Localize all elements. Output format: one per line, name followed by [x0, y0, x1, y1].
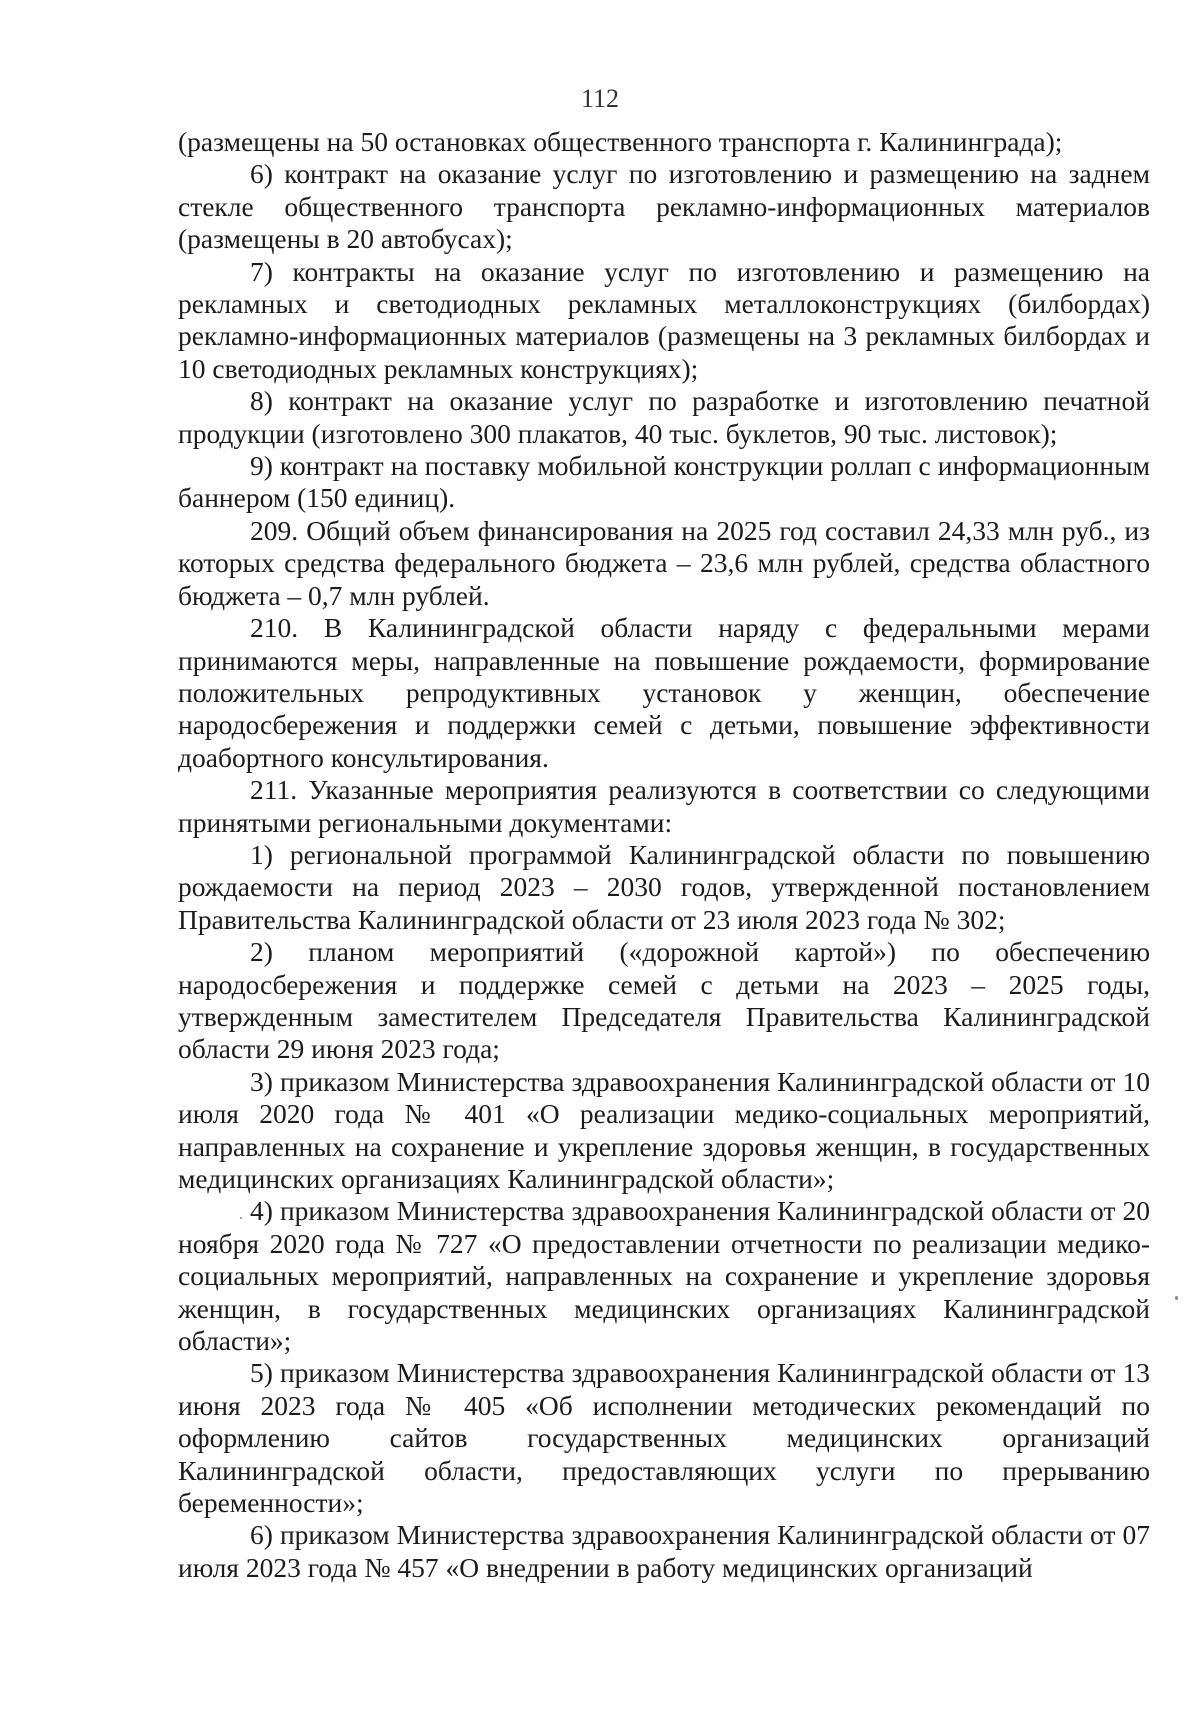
paragraph-continuation: (размещены на 50 остановках общественного транспорта г. Калининграда); — [178, 126, 1063, 157]
scan-speck — [1175, 1296, 1178, 1300]
paragraph-item-7: 7) контракты на оказание услуг по изготовлению и размещению на рекламных и светодиодных рекламных металлоконструкциях (билбордах) рекламно-информационных материалов (размещены на 3 рекламных билбордах и 10 светодиодных рекламных конструкциях); — [178, 255, 1150, 384]
paragraph-doc-6: 6) приказом Министерства здравоохранения Калининградской области от 07 июля 2023 года № 457 «О внедрении в работу медицинских организаций — [178, 1519, 1150, 1583]
paragraph-doc-4: 4) приказом Министерства здравоохранения Калининградской области от 20 ноября 2020 года № 727 «О предоставлении отчетности по реализации медико-социальных мероприятий, направленных на сохранение и укрепление здоровья женщин, в государственных медицинских организациях Калининградской области»; — [178, 1195, 1150, 1357]
paragraph-item-6: 6) контракт на оказание услуг по изготовлению и размещению на заднем стекле общественного транспорта рекламно-информационных материалов (размещены в 20 автобусах); — [178, 158, 1150, 255]
paragraph-item-8: 8) контракт на оказание услуг по разработке и изготовлению печатной продукции (изготовлено 300 плакатов, 40 тыс. буклетов, 90 тыс. листовок); — [178, 385, 1150, 449]
paragraph-doc-1: 1) региональной программой Калининградской области по повышению рождаемости на период 2023 – 2030 годов, утвержденной постановлением Правительства Калининградской области от 23 июля 2023 года № 302; — [178, 838, 1150, 935]
scan-speck — [240, 1217, 242, 1219]
paragraph-doc-3: 3) приказом Министерства здравоохранения Калининградской области от 10 июля 2020 года № 401 «О реализации медико-социальных мероприятий, направленных на сохранение и укрепление здоровья женщин, в государственных медицинских организациях Калининградской области»; — [178, 1065, 1150, 1194]
page-number: 112 — [580, 84, 620, 113]
body-text — [178, 126, 1150, 1584]
paragraph-209: 209. Общий объем финансирования на 2025 год составил 24,33 млн руб., из которых средства федерального бюджета – 23,6 млн рублей, средства областного бюджета – 0,7 млн рублей. — [178, 514, 1150, 611]
paragraph-210: 210. В Калининградской области наряду с федеральными мерами принимаются меры, направленные на повышение рождаемости, формирование положительных репродуктивных установок у женщин, обеспечение народосбережения и поддержки семей с детьми, повышение эффективности доабортного консультирования. — [178, 612, 1150, 773]
paragraph-doc-2: 2) планом мероприятий («дорожной картой») по обеспечению народосбережения и поддержке семей с детьми на 2023 – 2025 годы, утвержденным заместителем Председателя Правительства Калининградской области 29 июня 2023 года; — [178, 936, 1150, 1065]
paragraph-211: 211. Указанные мероприятия реализуются в соответствии со следующими принятыми региональными документами: — [178, 774, 1150, 838]
paragraph-doc-5: 5) приказом Министерства здравоохранения Калининградской области от 13 июня 2023 года № 405 «Об исполнении методических рекомендаций по оформлению сайтов государственных медицинских организаций Калининградской области, предоставляющих услуги по прерыванию беременности»; — [178, 1357, 1150, 1519]
paragraph-item-9: 9) контракт на поставку мобильной конструкции роллап с информационным баннером (150 единиц). — [178, 450, 1150, 514]
